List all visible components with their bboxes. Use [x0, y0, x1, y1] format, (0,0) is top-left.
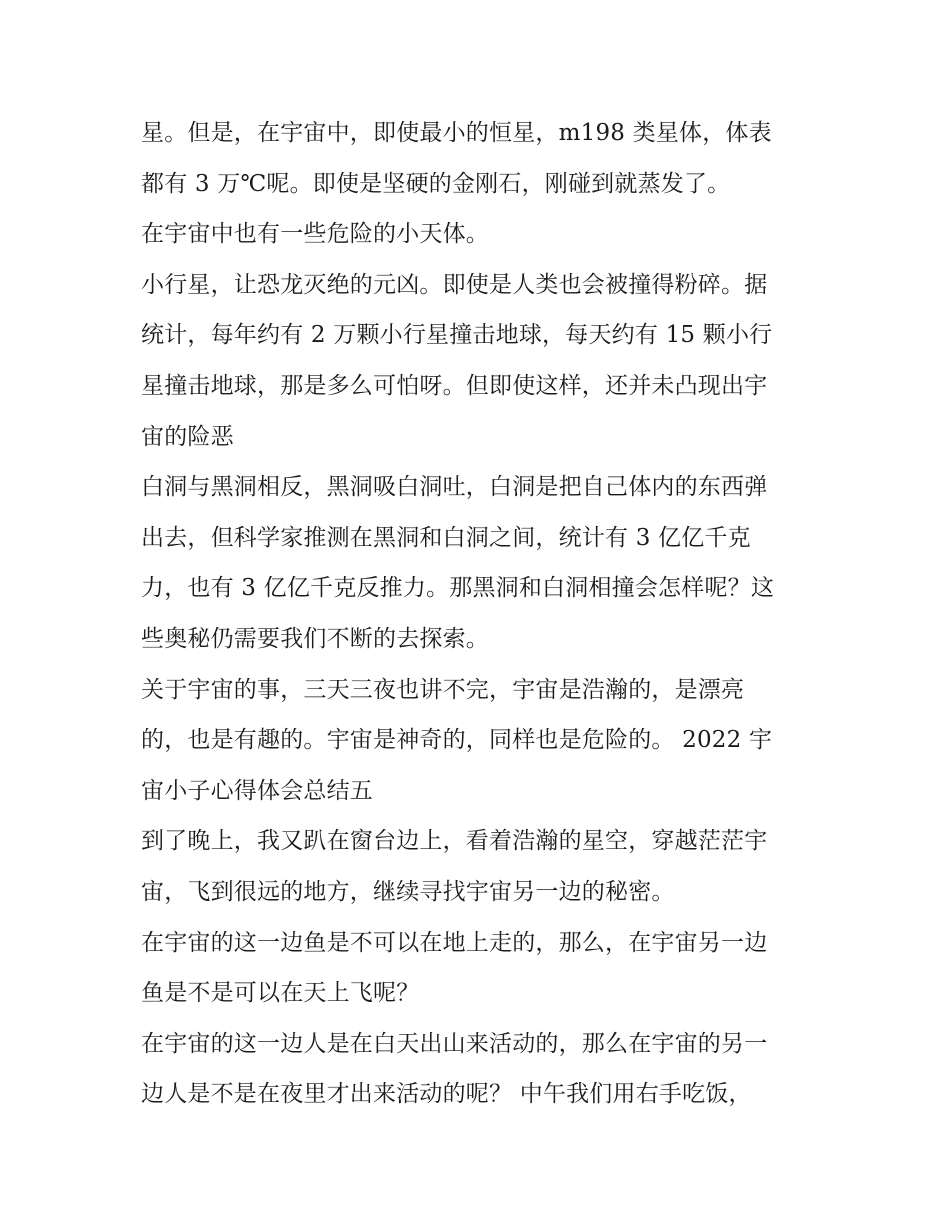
text-line: 鱼是不是可以在天上飞呢？ [141, 980, 420, 1007]
text-line: 些奥秘仍需要我们不断的去探索。 [141, 625, 489, 652]
text-line: 出去，但科学家推测在黑洞和白洞之间，统计有 3 亿亿千克 [141, 524, 751, 551]
text-line: 关于宇宙的事，三天三夜也讲不完，宇宙是浩瀚的，是漂亮 [141, 676, 745, 703]
text-line: 小行星，让恐龙灭绝的元凶。即使是人类也会被撞得粉碎。据 [141, 271, 768, 298]
text-line: 边人是不是在夜里才出来活动的呢？ 中午我们用右手吃饭， [141, 1081, 752, 1108]
text-line: 在宇宙中也有一些危险的小天体。 [141, 221, 489, 248]
text-line: 的，也是有趣的。宇宙是神奇的，同样也是危险的。 2022 宇 [141, 727, 773, 754]
text-line: 宙的险恶 [141, 423, 234, 450]
text-line: 星撞击地球，那是多么可怕呀。但即使这样，还并未凸现出宇 [141, 372, 768, 399]
text-line: 在宇宙的这一边人是在白天出山来活动的，那么在宇宙的另一 [141, 1030, 768, 1057]
document-body [141, 108, 821, 1120]
text-line: 统计，每年约有 2 万颗小行星撞击地球，每天约有 15 颗小行 [141, 322, 773, 349]
text-line: 都有 3 万℃呢。即使是坚硬的金刚石，刚碰到就蒸发了。 [141, 170, 731, 197]
text-line: 白洞与黑洞相反，黑洞吸白洞吐，白洞是把自己体内的东西弹 [141, 474, 768, 501]
text-line: 宙，飞到很远的地方，继续寻找宇宙另一边的秘密。 [141, 878, 675, 905]
text-line: 力，也有 3 亿亿千克反推力。那黑洞和白洞相撞会怎样呢？这 [141, 575, 775, 602]
text-line: 星。但是，在宇宙中，即使最小的恒星，m198 类星体，体表 [141, 120, 772, 146]
text-line: 到了晚上，我又趴在窗台边上，看着浩瀚的星空，穿越茫茫宇 [141, 828, 768, 855]
text-line: 在宇宙的这一边鱼是不可以在地上走的，那么，在宇宙另一边 [141, 929, 768, 956]
text-line: 宙小子心得体会总结五 [141, 777, 373, 804]
